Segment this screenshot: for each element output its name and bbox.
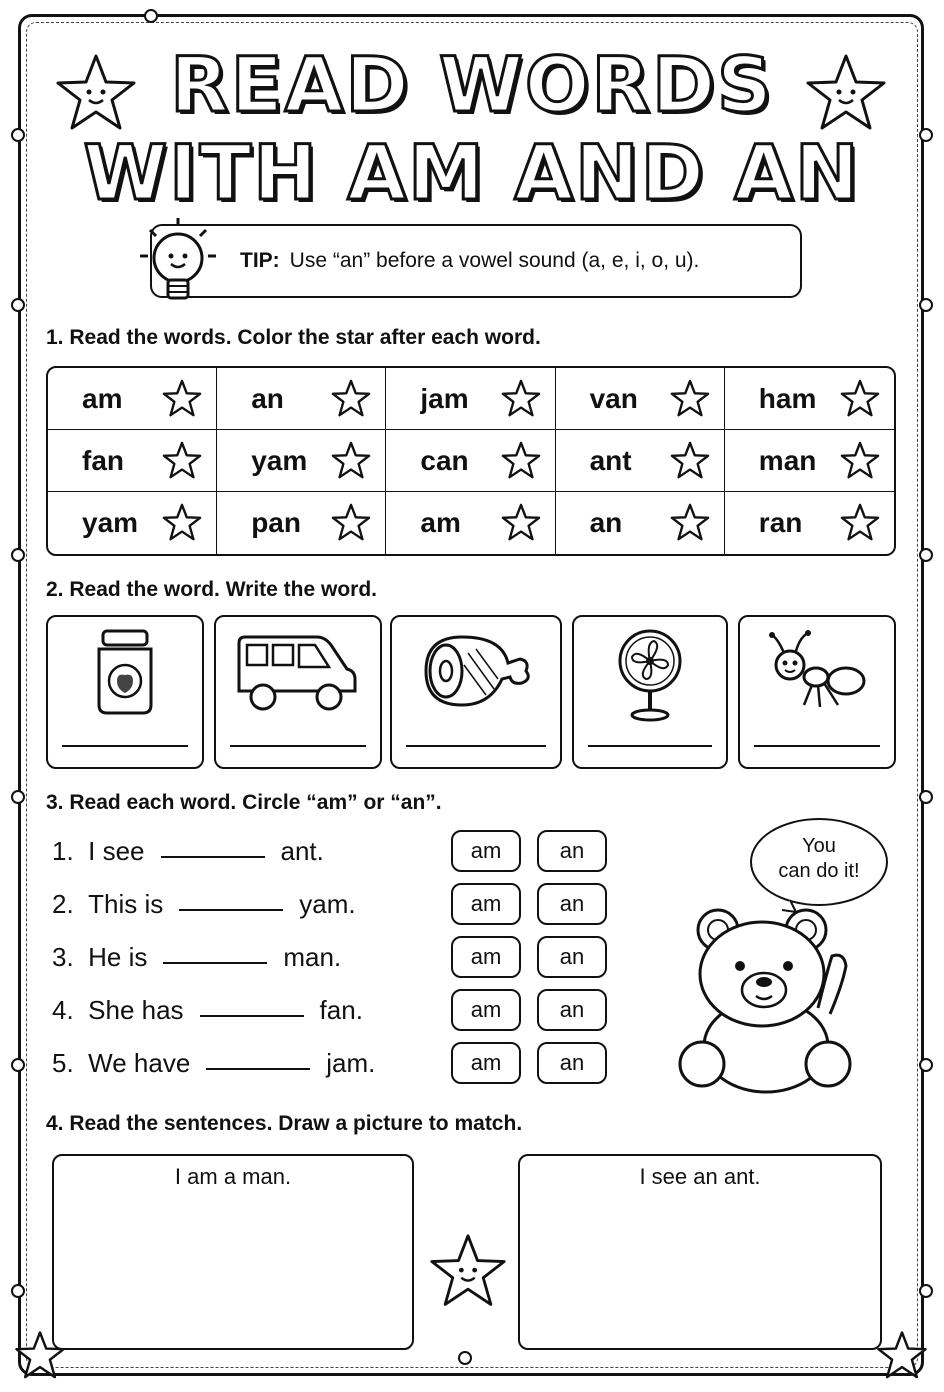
word-label: ran — [758, 507, 803, 538]
option-an[interactable]: an — [537, 936, 607, 978]
star-icon[interactable] — [670, 379, 710, 419]
word-label: van — [589, 382, 638, 414]
border-dot — [11, 298, 25, 312]
word-label: ant — [589, 444, 632, 476]
tip-box — [150, 224, 802, 298]
sentence-start: I see — [88, 836, 145, 866]
border-dot — [919, 548, 933, 562]
option-am[interactable]: am — [451, 989, 521, 1031]
answer-blank[interactable] — [179, 889, 283, 911]
word-cell — [556, 430, 725, 492]
bubble-line1: You — [802, 835, 836, 857]
drawing-box-1[interactable]: I am a man. — [52, 1154, 414, 1350]
jam-jar-icon — [85, 625, 165, 721]
border-dot — [919, 1284, 933, 1298]
sentence-end: man. — [283, 942, 342, 972]
star-icon[interactable] — [840, 503, 880, 543]
option-an[interactable]: an — [537, 883, 607, 925]
fan-icon — [610, 625, 690, 725]
star-icon[interactable] — [670, 503, 710, 543]
answer-blank[interactable] — [161, 836, 265, 858]
border-dot — [919, 1058, 933, 1072]
word-label: yam — [82, 507, 139, 538]
word-label: am — [420, 507, 461, 538]
word-label: jam — [420, 382, 469, 414]
sentence-end: fan. — [319, 995, 363, 1025]
answer-blank[interactable] — [206, 1048, 310, 1070]
word-cell — [725, 492, 894, 554]
word-cell — [556, 492, 725, 554]
star-icon[interactable] — [162, 503, 202, 543]
border-dot — [11, 548, 25, 562]
star-icon[interactable] — [501, 503, 541, 543]
section3-heading: 3. Read each word. Circle “am” or “an”. — [46, 791, 442, 814]
van-icon — [233, 631, 363, 717]
word-cell — [386, 492, 555, 554]
sentence-start: She has — [88, 995, 184, 1025]
word-cell — [217, 492, 386, 554]
word-cell — [48, 492, 217, 554]
border-dot — [144, 9, 158, 23]
teddy-bear-icon — [672, 896, 862, 1096]
sentence-5 — [52, 1048, 375, 1079]
star-icon[interactable] — [840, 379, 880, 419]
sentence-end: ant. — [280, 836, 324, 866]
option-am[interactable]: am — [451, 830, 521, 872]
word-cell — [48, 368, 217, 430]
section4-heading: 4. Read the sentences. Draw a picture to match. — [46, 1112, 523, 1135]
border-dot — [11, 1284, 25, 1298]
option-an[interactable]: an — [537, 830, 607, 872]
tip-label: TIP: — [240, 249, 280, 272]
option-an[interactable]: an — [537, 989, 607, 1031]
drawing-box-2[interactable]: I see an ant. — [518, 1154, 882, 1350]
sentence-start: This is — [88, 889, 164, 919]
option-am[interactable]: am — [451, 883, 521, 925]
answer-blank[interactable] — [200, 995, 304, 1017]
border-dot — [919, 790, 933, 804]
answer-blank[interactable] — [163, 942, 267, 964]
bubble-line2: can do it! — [778, 860, 860, 882]
section1-heading: 1. Read the words. Color the star after each word. — [46, 326, 541, 349]
word-label: can — [420, 444, 469, 476]
sentence-number: 1. — [52, 836, 74, 866]
border-dot — [11, 1058, 25, 1072]
sentence-2 — [52, 889, 356, 920]
sentence-1 — [52, 836, 324, 867]
sentence-start: We have — [88, 1048, 191, 1078]
ham-icon — [416, 629, 536, 713]
smiling-star-icon — [428, 1232, 508, 1312]
picture-box-ham — [390, 615, 562, 769]
star-icon[interactable] — [162, 379, 202, 419]
word-cell — [556, 368, 725, 430]
star-icon[interactable] — [331, 379, 371, 419]
word-cell — [217, 368, 386, 430]
picture-box-van — [214, 615, 382, 769]
speech-bubble — [750, 818, 888, 906]
word-label: an — [251, 382, 284, 414]
picture-box-ant — [738, 615, 896, 769]
sentence-end: jam. — [326, 1048, 376, 1078]
section2-heading: 2. Read the word. Write the word. — [46, 578, 377, 601]
star-icon[interactable] — [670, 441, 710, 481]
tip-text: Use “an” before a vowel sound (a, e, i, o, u). — [289, 249, 700, 272]
sentence-number: 2. — [52, 889, 74, 919]
word-cell — [725, 430, 894, 492]
word-label: ham — [758, 382, 817, 414]
word-label: man — [758, 444, 817, 476]
star-icon[interactable] — [331, 503, 371, 543]
picture-box-jam — [46, 615, 204, 769]
star-icon[interactable] — [840, 441, 880, 481]
star-icon[interactable] — [162, 441, 202, 481]
word-label: yam — [251, 444, 308, 476]
page-title-line1: READ WORDS — [170, 40, 774, 129]
picture-box-fan — [572, 615, 728, 769]
sentence-3 — [52, 942, 341, 973]
star-icon[interactable] — [331, 441, 371, 481]
sentence-number: 4. — [52, 995, 74, 1025]
word-cell — [217, 430, 386, 492]
word-label: am — [82, 382, 123, 414]
sentence-number: 3. — [52, 942, 74, 972]
star-icon[interactable] — [501, 441, 541, 481]
word-label: fan — [82, 444, 124, 476]
word-cell — [386, 368, 555, 430]
border-dot — [11, 790, 25, 804]
border-dot — [458, 1351, 472, 1365]
border-dot — [919, 298, 933, 312]
word-cell — [386, 430, 555, 492]
star-icon[interactable] — [501, 379, 541, 419]
sentence-start: He is — [88, 942, 148, 972]
sentence-4 — [52, 995, 363, 1026]
word-grid — [46, 366, 896, 556]
word-label: an — [589, 507, 623, 538]
sentence-number: 5. — [52, 1048, 74, 1078]
word-cell — [48, 430, 217, 492]
star-icon — [876, 1330, 928, 1382]
ant-icon — [762, 625, 872, 717]
page-title-line2: WITH AM AND AN — [83, 128, 861, 217]
option-am[interactable]: am — [451, 1042, 521, 1084]
option-am[interactable]: am — [451, 936, 521, 978]
option-an[interactable]: an — [537, 1042, 607, 1084]
word-cell — [725, 368, 894, 430]
sentence-end: yam. — [299, 889, 356, 919]
lightbulb-icon — [136, 214, 220, 314]
word-label: pan — [251, 507, 301, 538]
